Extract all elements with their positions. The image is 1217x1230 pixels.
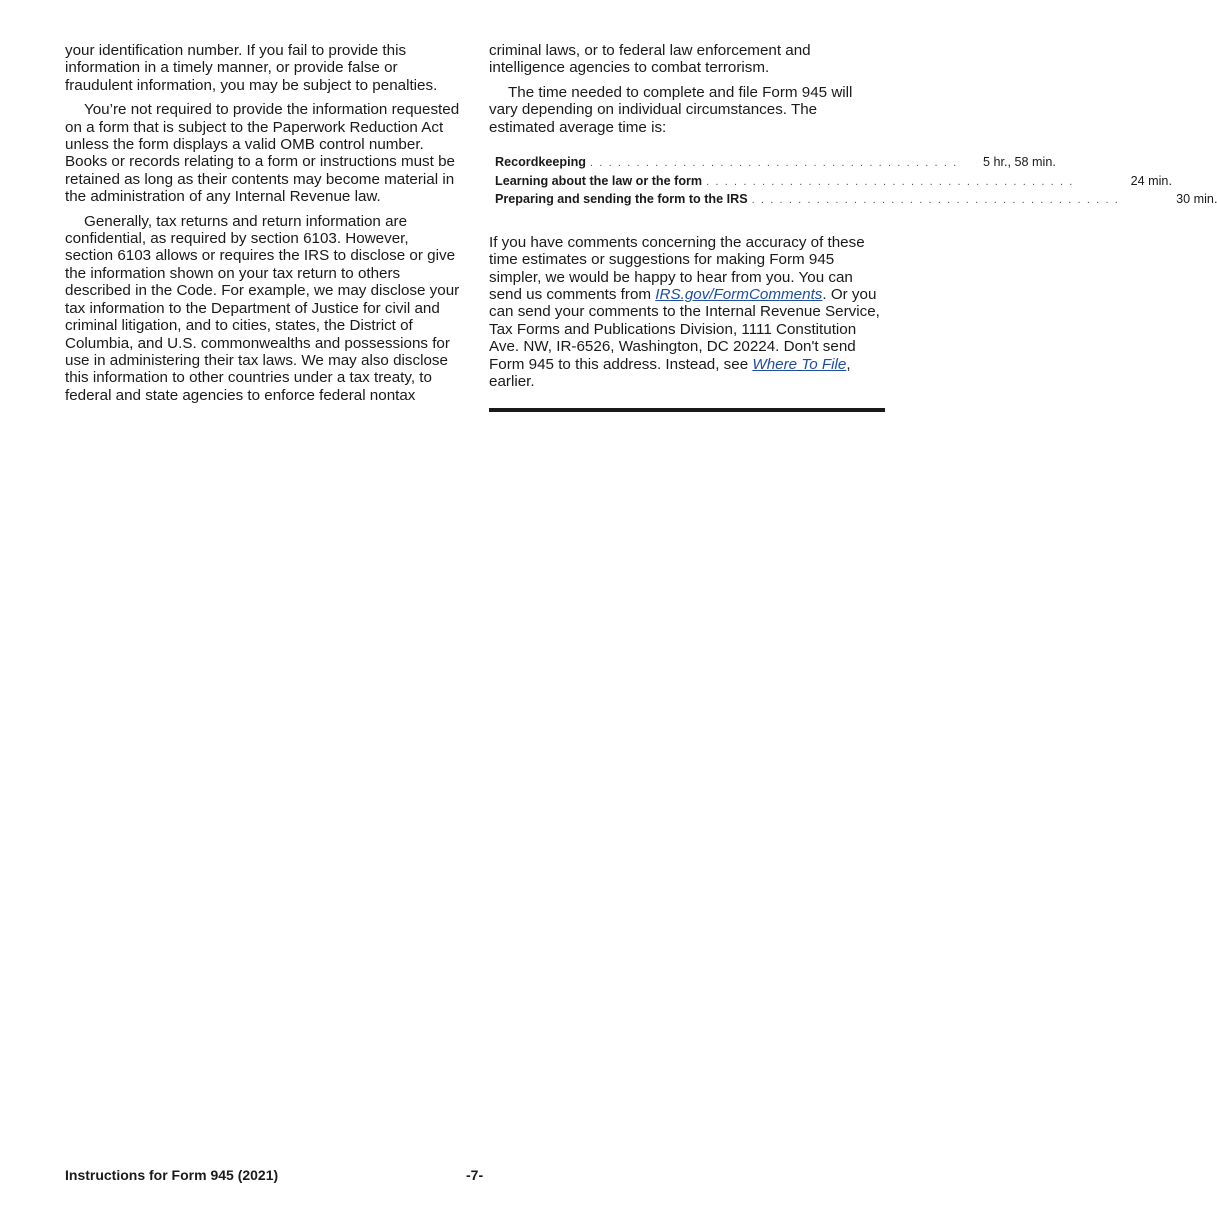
left-column [65, 42, 460, 411]
time-estimate-row [495, 154, 1056, 173]
identification-paragraph: your identification number. If you fail to provide this information in a timely manner, or provide false or fraudulent information, you may be subject to penalties. [65, 42, 438, 94]
section-end-rule [489, 408, 885, 412]
time-estimate-label: Recordkeeping [495, 155, 586, 170]
time-estimate-label: Learning about the law or the form [495, 173, 703, 188]
time-estimate-row [495, 191, 1217, 210]
dot-leader: . . . . . . . . . . . . . . . . . . . . . . . . . . . . . . . . . . . . . . . . [706, 175, 1074, 188]
dot-leader: . . . . . . . . . . . . . . . . . . . . . . . . . . . . . . . . . . . . . . . . [751, 194, 1120, 207]
criminal-laws-paragraph: criminal laws, or to federal law enforcement and intelligence agencies to combat terrorism. [489, 42, 811, 77]
comments-text-middle: . Or you can send your comments to the Internal Revenue Service, Tax Forms and Publications Division, 1111 Constitution Ave. NW, IR-6526, Washington, DC 20224. Don't send Form 945 to this address. Instead, see [489, 286, 880, 373]
time-estimate-value: 24 min. [1130, 173, 1172, 188]
dot-leader: . . . . . . . . . . . . . . . . . . . . . . . . . . . . . . . . . . . . . . . . [589, 157, 958, 170]
time-estimate-value: 5 hr., 58 min. [983, 155, 1056, 170]
form-comments-link[interactable]: IRS.gov/FormComments [655, 286, 823, 304]
time-needed-paragraph: The time needed to complete and file Form 945 will vary depending on individual circumstances. The estimated average time is: [489, 83, 853, 136]
paperwork-reduction-paragraph: You’re not required to provide the information requested on a form that is subject to the Paperwork Reduction Act unless the form displays a valid OMB control number. Books or records relating to a form or instructions must be retained as long as their contents may become material in the administration of any Internal Revenue law. [65, 101, 460, 206]
confidentiality-paragraph: Generally, tax returns and return information are confidential, as required by section 6103. However, section 6103 allows or requires the IRS to disclose or give the information shown on your tax return to others described in the Code. For example, we may disclose your tax information to the Department of Justice for civil and criminal litigation, and to cities, states, the District of Columbia, and U.S. commonwealths and possessions for use in administering their tax laws. We may also disclose this information to other countries under a tax treaty, to federal and state agencies to enforce federal nontax [65, 212, 460, 404]
comments-text-end: , earlier. [489, 355, 851, 391]
time-estimates-table [495, 154, 1217, 210]
comments-paragraph [489, 234, 885, 391]
footer-page-number: -7- [466, 1167, 484, 1183]
time-estimate-value: 30 min. [1176, 192, 1217, 207]
comments-text-start: If you have comments concerning the accuracy of these time estimates or suggestions for making Form 945 simpler, we would be happy to hear from you. You can send us comments from [489, 233, 865, 304]
time-estimate-label: Preparing and sending the form to the IRS [495, 192, 748, 207]
right-column [489, 42, 1217, 412]
where-to-file-link[interactable]: Where To File [752, 355, 847, 373]
time-estimate-row [495, 173, 1172, 192]
footer-form-title: Instructions for Form 945 (2021) [65, 1167, 279, 1183]
